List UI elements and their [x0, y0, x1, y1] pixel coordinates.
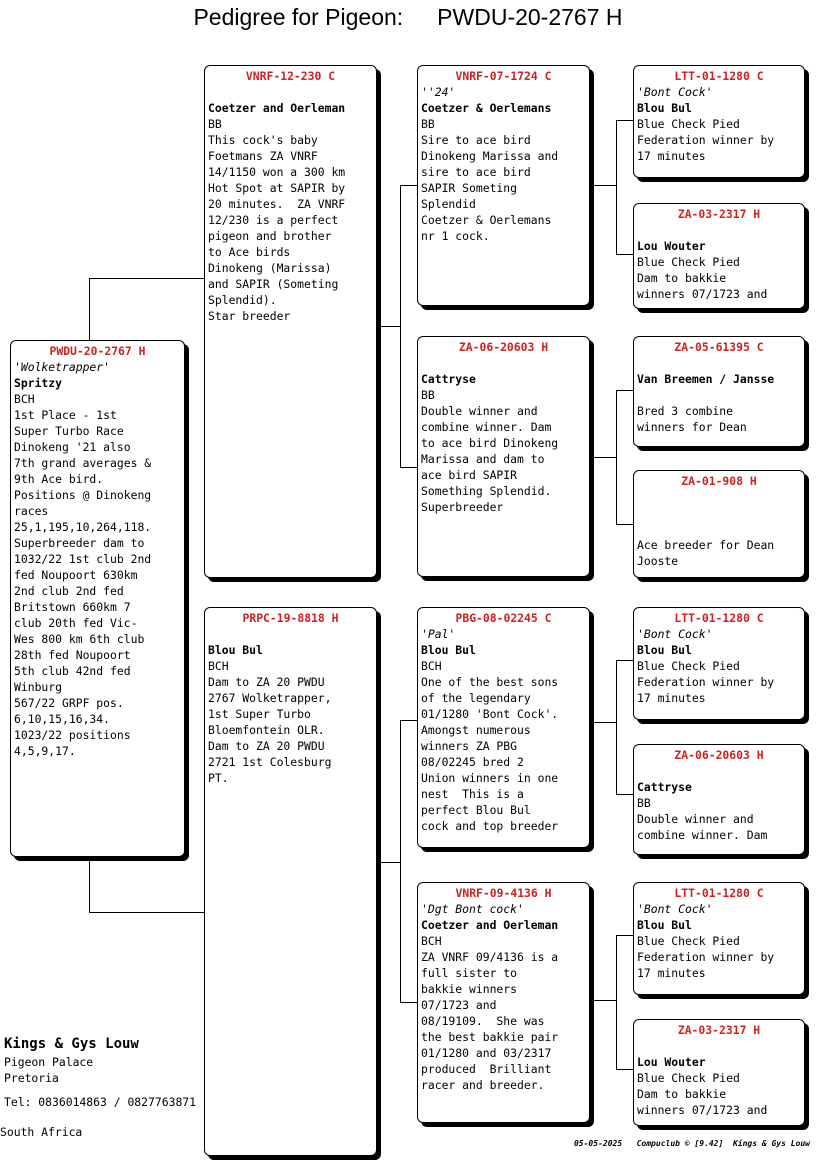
notes: Double winner and combine winner. Dam	[637, 812, 768, 842]
color: BCH	[208, 659, 229, 673]
ring-number: ZA-06-20603 H	[674, 748, 764, 762]
connector	[593, 1000, 616, 1001]
breeder: Coetzer & Oerlemans	[421, 101, 552, 115]
ring-number: VNRF-09-4136 H	[455, 886, 552, 900]
pigeon-card-sds[interactable]	[633, 336, 805, 447]
print-date: 05-05-2025	[573, 1139, 623, 1148]
color: BCH	[421, 659, 442, 673]
notes: ZA VNRF 09/4136 is a full sister to bakkie winners 07/1723 and 08/19109. She was the best bakkie pair 01/1280 and 03/2317 produced Brilliant racer and breeder.	[421, 950, 559, 1092]
owner-info	[4, 1034, 196, 1110]
pigeon-name: 'Pal'	[421, 627, 456, 641]
pigeon-card-dds[interactable]	[633, 882, 805, 995]
page-title	[0, 4, 816, 31]
notes: Dam to bakkie winners 07/1723 and	[637, 271, 768, 301]
notes: Bred 3 combine winners for Dean	[637, 404, 747, 434]
connector	[616, 935, 617, 1069]
owner-telephone: Tel: 0836014863 / 0827763871	[4, 1095, 197, 1109]
ring-number: LTT-01-1280 C	[674, 611, 764, 625]
breeder: Blou Bul	[421, 643, 476, 657]
pigeon-name	[421, 355, 586, 371]
notes: Double winner and combine winner. Dam to ace bird Dinokeng Marissa and dam to ace bird SAPIR Something Splendid. Superbreeder	[421, 404, 559, 514]
ring-number: ZA-03-2317 H	[677, 1023, 761, 1037]
notes: Dam to bakkie winners 07/1723 and	[637, 1087, 768, 1117]
breeder: Van Breemen / Jansse	[637, 372, 775, 386]
color: Blue Check Pied	[637, 1071, 740, 1085]
ring-number: ZA-06-20603 H	[458, 340, 549, 354]
breeder: Blou Bul	[637, 101, 692, 115]
breeder: Lou Wouter	[637, 1055, 706, 1069]
title-label: Pedigree for Pigeon:	[193, 4, 404, 30]
ring-number: PWDU-20-2767 H	[49, 344, 146, 358]
connector	[616, 1069, 633, 1070]
connector	[616, 120, 633, 121]
connector	[400, 1002, 417, 1003]
breeder: Blou Bul	[637, 643, 692, 657]
connector	[380, 862, 400, 863]
pigeon-name: ''24'	[421, 85, 456, 99]
pigeon-name: 'Wolketrapper'	[14, 360, 111, 374]
pigeon-card-ddd[interactable]	[633, 1019, 805, 1126]
pigeon-name	[637, 355, 801, 371]
ring-number: LTT-01-1280 C	[674, 886, 764, 900]
color	[637, 387, 801, 403]
color: BB	[421, 388, 435, 402]
connector	[616, 935, 633, 936]
connector	[400, 720, 417, 721]
connector	[89, 857, 90, 912]
color: BCH	[421, 934, 442, 948]
owner-line: Pigeon Palace	[4, 1055, 94, 1069]
breeder: Coetzer and Oerleman	[421, 918, 559, 932]
pigeon-name	[637, 222, 801, 238]
pigeon-card-sire[interactable]	[204, 65, 377, 578]
connector	[89, 278, 204, 279]
software-credit: Compuclub © [9.42] Kings & Gys Louw	[636, 1139, 810, 1148]
ring-number: ZA-03-2317 H	[677, 207, 761, 221]
notes: One of the best sons of the legendary 01/1280 'Bont Cock'. Amongst numerous winners ZA PBG 08/02245 bred 2 Union winners in one nest This is a perfect Blou Bul cock and top breeder	[421, 675, 559, 833]
connector	[616, 390, 617, 524]
connector	[400, 467, 417, 468]
breeder: Spritzy	[14, 376, 63, 390]
pigeon-name	[208, 626, 373, 642]
connector	[400, 720, 401, 1002]
connector	[616, 660, 617, 794]
ring-number: LTT-01-1280 C	[674, 69, 764, 83]
pigeon-card-sire-dam[interactable]	[417, 336, 590, 577]
pigeon-card-sss[interactable]	[633, 65, 805, 178]
pigeon-name	[637, 763, 801, 779]
ring-number: ZA-05-61395 C	[674, 340, 764, 354]
notes: Dam to ZA 20 PWDU 2767 Wolketrapper, 1st Super Turbo Bloemfontein OLR. Dam to ZA 20 PWDU 2721 1st Colesburg PT.	[208, 675, 332, 785]
color: Blue Check Pied	[637, 659, 740, 673]
pigeon-card-dam[interactable]	[204, 607, 377, 1156]
breeder: Coetzer and Oerleman	[208, 101, 346, 115]
pigeon-name: 'Bont Cock'	[637, 902, 713, 916]
color: BB	[637, 796, 651, 810]
title-ring: PWDU-20-2767 H	[437, 4, 623, 30]
connector	[400, 185, 417, 186]
pigeon-card-dss[interactable]	[633, 607, 805, 720]
ring-number: PBG-08-02245 C	[455, 611, 552, 625]
notes: 1st Place - 1st Super Turbo Race Dinokeng '21 also 7th grand averages & 9th Ace bird. Positions @ Dinokeng races 25,1,195,10,264,118. Superbreeder dam to 1032/22 1st club 2nd fed Noupoort 630km 2nd club 2nd fed Britstown 660km 7 club 20th fed Vic- Wes 800 km 6th club 28th fed Noupoort 5th club 42nd fed Winburg 567/22 GRPF pos. 6,10,15,16,34. 1023/22 positions 4,5,9,17.	[14, 408, 152, 758]
connector	[616, 120, 617, 254]
breeder: Cattryse	[637, 780, 692, 794]
pigeon-card-sire-sire[interactable]	[417, 65, 590, 306]
pigeon-card-sdd[interactable]	[633, 470, 805, 578]
pigeon-name	[637, 489, 801, 505]
color: Blue Check Pied	[637, 255, 740, 269]
owner-country: South Africa	[0, 1125, 83, 1139]
pigeon-card-dsd[interactable]	[633, 744, 805, 855]
ring-number: ZA-01-908 H	[681, 474, 757, 488]
connector	[400, 185, 401, 467]
owner-line: Pretoria	[4, 1071, 59, 1085]
breeder	[637, 505, 801, 521]
pigeon-name: 'Bont Cock'	[637, 85, 713, 99]
connector	[616, 660, 633, 661]
ring-number: PRPC-19-8818 H	[242, 611, 339, 625]
connector	[593, 457, 616, 458]
pigeon-name	[208, 84, 373, 100]
pigeon-card-dam-dam[interactable]	[417, 882, 590, 1123]
pigeon-name	[637, 1038, 801, 1054]
notes: Sire to ace bird Dinokeng Marissa and sire to ace bird SAPIR Someting Splendid Coetzer & Oerlemans nr 1 cock.	[421, 133, 559, 243]
pigeon-name: 'Dgt Bont cock'	[421, 902, 524, 916]
pigeon-card-dam-sire[interactable]	[417, 607, 590, 848]
connector	[616, 524, 633, 525]
color: BB	[208, 117, 222, 131]
color: Blue Check Pied	[637, 934, 740, 948]
notes: Federation winner by 17 minutes	[637, 133, 775, 163]
connector	[616, 254, 633, 255]
pigeon-card-subject[interactable]	[10, 340, 185, 857]
color	[637, 521, 801, 537]
color: BB	[421, 117, 435, 131]
breeder: Blou Bul	[208, 643, 263, 657]
breeder: Cattryse	[421, 372, 476, 386]
connector	[593, 722, 616, 723]
connector	[616, 794, 633, 795]
owner-name: Kings & Gys Louw	[4, 1036, 139, 1052]
ring-number: VNRF-12-230 C	[245, 69, 336, 83]
notes: Federation winner by 17 minutes	[637, 675, 775, 705]
notes: Ace breeder for Dean Jooste	[637, 538, 775, 568]
color: BCH	[14, 392, 35, 406]
notes: Federation winner by 17 minutes	[637, 950, 775, 980]
connector	[593, 185, 616, 186]
connector	[380, 326, 400, 327]
ring-number: VNRF-07-1724 C	[455, 69, 552, 83]
connector	[616, 390, 633, 391]
notes: This cock's baby Foetmans ZA VNRF 14/1150 won a 300 km Hot Spot at SAPIR by 20 minutes. ZA VNRF 12/230 is a perfect pigeon and brother to Ace birds Dinokeng (Marissa) and SAPIR (Someting Splendid). Star breeder	[208, 133, 346, 323]
footer	[574, 1139, 810, 1148]
pigeon-name: 'Bont Cock'	[637, 627, 713, 641]
connector	[89, 912, 204, 913]
color: Blue Check Pied	[637, 117, 740, 131]
connector	[89, 278, 90, 340]
pigeon-card-ssd[interactable]	[633, 203, 805, 309]
breeder: Blou Bul	[637, 918, 692, 932]
breeder: Lou Wouter	[637, 239, 706, 253]
